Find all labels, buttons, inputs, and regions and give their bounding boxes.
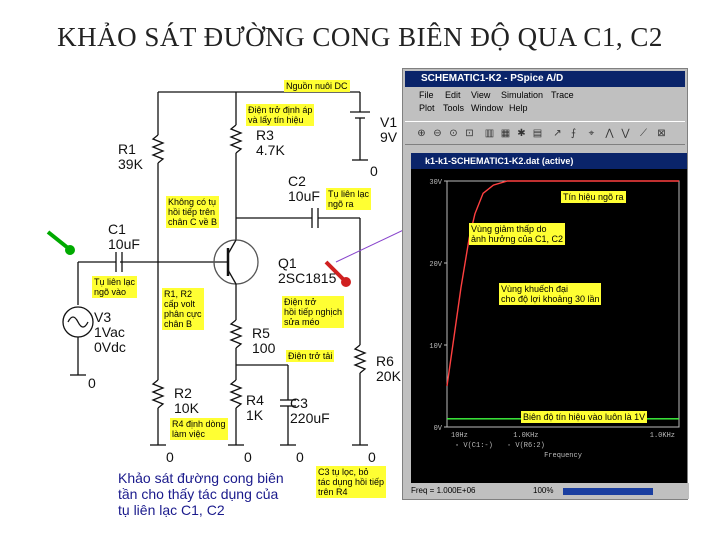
r3-label: R3 4.7K bbox=[256, 127, 285, 158]
x-axis-label: Frequency bbox=[544, 452, 582, 460]
note-no-capacitor: Không có tụ hồi tiếp trên chân C về B bbox=[168, 197, 218, 227]
y-tick-label: 20V bbox=[429, 261, 442, 269]
eval-icon[interactable]: ⨍ bbox=[570, 128, 577, 139]
y-tick-label: 30V bbox=[429, 179, 442, 187]
toolbar bbox=[405, 121, 685, 145]
log-y-icon[interactable]: ▤ bbox=[532, 128, 543, 139]
menu-bar bbox=[405, 89, 685, 117]
menu-view[interactable]: View bbox=[471, 90, 491, 100]
note-mid-band: Vùng khuếch đại cho độ lợi khoảng 30 lần bbox=[501, 284, 600, 304]
r5-label: R5 100 bbox=[252, 325, 276, 356]
menu-file[interactable]: File bbox=[419, 90, 434, 100]
y-tick-label: 0V bbox=[433, 425, 442, 433]
q1-label: Q1 2SC1815 bbox=[278, 255, 337, 286]
r2-label: R2 10K bbox=[174, 385, 199, 416]
note-power: Nguồn nuôi DC bbox=[286, 81, 348, 91]
x-tick-label: 10Hz bbox=[451, 432, 468, 440]
note-c1: Tụ liên lạc ngõ vào bbox=[94, 277, 136, 297]
y-tick-label: 10V bbox=[429, 343, 442, 351]
v3-label: V3 1Vac 0Vdc bbox=[94, 309, 126, 355]
note-c2: Tụ liên lạc ngõ ra bbox=[328, 189, 370, 209]
add-trace-icon[interactable]: ↗ bbox=[553, 128, 562, 139]
r4-label: R4 1K bbox=[246, 392, 264, 423]
fourier-icon[interactable]: ▦ bbox=[500, 128, 511, 139]
r1-label: R1 39K bbox=[118, 141, 143, 172]
ground-v1: 0 bbox=[370, 163, 378, 179]
status-freq: Freq = 1.000E+06 bbox=[411, 486, 476, 495]
ground-v3: 0 bbox=[88, 375, 96, 391]
ground-r2: 0 bbox=[166, 449, 174, 465]
log-x-icon[interactable]: ▥ bbox=[484, 128, 495, 139]
peak-icon[interactable]: ⋀ bbox=[605, 128, 614, 139]
caption: Khảo sát đường cong biên tần cho thấy tác dụng của tụ liên lạc C1, C2 bbox=[118, 470, 284, 518]
ground-r4: 0 bbox=[244, 449, 252, 465]
zoom-fit-icon[interactable]: ⊡ bbox=[465, 128, 474, 139]
performance-icon[interactable]: ✱ bbox=[517, 128, 526, 139]
zoom-in-icon[interactable]: ⊕ bbox=[417, 128, 426, 139]
menu-simulation[interactable]: Simulation bbox=[501, 90, 544, 100]
window-titlebar[interactable]: SCHEMATIC1-K2 - PSpice A/D bbox=[405, 71, 685, 87]
cursor-icon[interactable]: ⌖ bbox=[588, 128, 595, 139]
legend-entry: ▫ V(C1:-) bbox=[455, 442, 493, 450]
page-title: KHẢO SÁT ĐƯỜNG CONG BIÊN ĐỘ QUA C1, C2 bbox=[57, 22, 663, 52]
status-bar bbox=[403, 483, 689, 499]
note-c3: C3 tụ lọc, bỏ tác dụng hồi tiếp trên R4 bbox=[318, 467, 385, 497]
zoom-area-icon[interactable]: ⊙ bbox=[449, 128, 458, 139]
c3-label: C3 220uF bbox=[290, 395, 330, 426]
progress-bar bbox=[563, 488, 653, 495]
note-output: Tín hiệu ngõ ra bbox=[563, 192, 624, 202]
mark-icon[interactable]: ⊠ bbox=[657, 128, 666, 139]
menu-edit[interactable]: Edit bbox=[445, 90, 461, 100]
note-r6: Điện trở tải bbox=[288, 351, 333, 361]
menu-trace[interactable]: Trace bbox=[551, 90, 574, 100]
note-low-freq: Vùng giảm thấp do ảnh hưởng của C1, C2 bbox=[471, 224, 563, 244]
c1-label: C1 10uF bbox=[108, 221, 140, 252]
ground-c3: 0 bbox=[296, 449, 304, 465]
legend-entry: ◦ V(R6:2) bbox=[507, 442, 545, 450]
pspice-window bbox=[402, 68, 688, 500]
note-r4: R4 định dòng làm việc bbox=[172, 419, 226, 439]
note-r3: Điện trở định áp và lấy tín hiệu bbox=[248, 105, 313, 125]
menu-window[interactable]: Window bbox=[471, 103, 504, 113]
note-r1r2: R1, R2 cấp volt phân cực chân B bbox=[164, 289, 202, 329]
x-tick-label: 1.0KHz bbox=[513, 432, 539, 440]
plot-title: k1-k1-SCHEMATIC1-K2.dat (active) bbox=[411, 153, 687, 169]
note-r5: Điện trở hồi tiếp nghịch sửa méo bbox=[284, 297, 343, 327]
x-tick-label: 1.0KHz bbox=[649, 432, 675, 440]
c2-label: C2 10uF bbox=[288, 173, 320, 204]
trough-icon[interactable]: ⋁ bbox=[621, 128, 630, 139]
ground-r6: 0 bbox=[368, 449, 376, 465]
status-pct: 100% bbox=[533, 486, 554, 495]
v1-label: V1 9V bbox=[380, 114, 398, 145]
menu-plot[interactable]: Plot bbox=[419, 103, 435, 113]
menu-tools[interactable]: Tools bbox=[443, 103, 465, 113]
menu-help[interactable]: Help bbox=[509, 103, 528, 113]
frequency-response-chart[interactable] bbox=[411, 169, 687, 499]
zoom-out-icon[interactable]: ⊖ bbox=[433, 128, 442, 139]
note-input: Biên độ tín hiệu vào luôn là 1V bbox=[523, 412, 646, 422]
slope-icon[interactable]: ⟋ bbox=[640, 128, 647, 139]
r6-label: R6 20K bbox=[376, 353, 401, 384]
plot-window bbox=[411, 153, 687, 499]
